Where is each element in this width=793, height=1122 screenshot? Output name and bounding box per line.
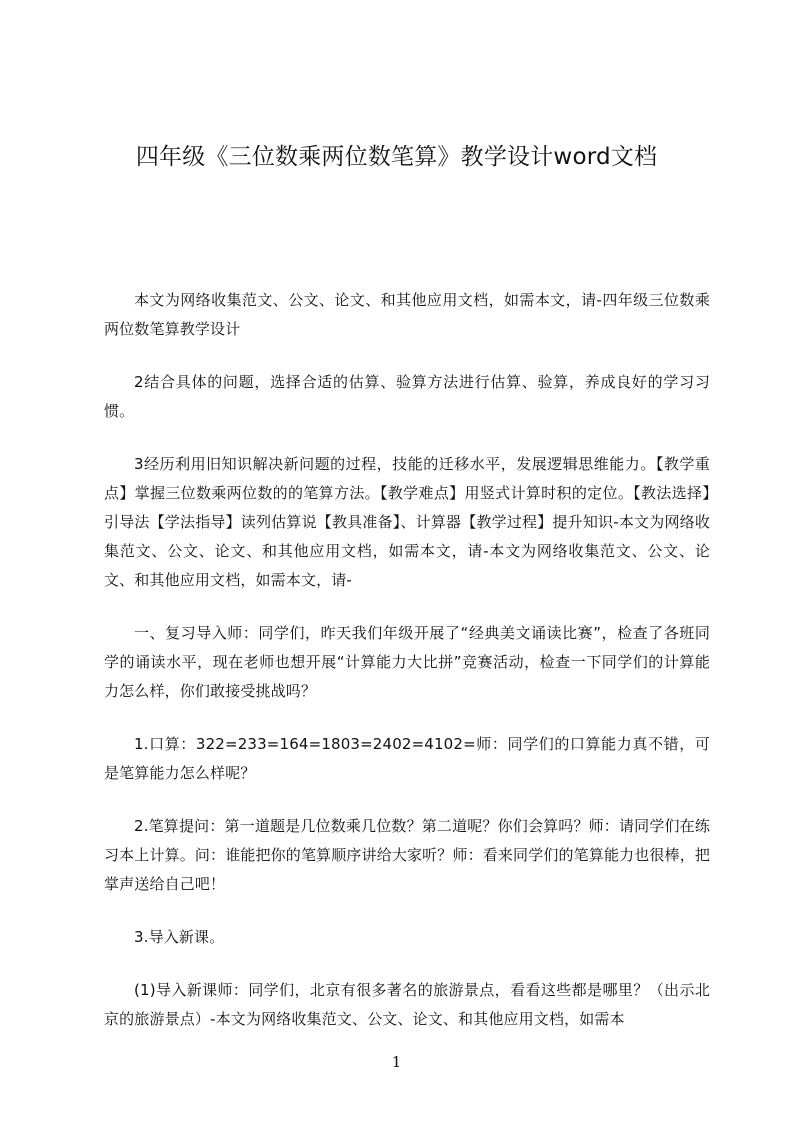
paragraph-objective-2: 2结合具体的问题，选择合适的估算、验算方法进行估算、验算，养成良好的学习习惯。 <box>104 373 710 420</box>
paragraph-review-intro: 一、复习导入师：同学们，昨天我们年级开展了“经典美文诵读比赛”，检查了各班同学的诵读水平，现在老师也想开展“计算能力大比拼”竞赛活动，检查一下同学们的计算能力怎么样，你们敢接受挑战吗？ <box>104 624 710 700</box>
page-number: 1 <box>391 1053 402 1071</box>
paragraph-intro: 本文为网络收集范文、公文、论文、和其他应用文档，如需本文，请-四年级三位数乘两位数笔算教学设计 <box>104 291 710 338</box>
paragraph-objective-3: 3经历利用旧知识解决新问题的过程，技能的迁移水平，发展逻辑思维能力。【教学重点】掌握三位数乘两位数的的笔算方法。【教学难点】用竖式计算时积的定位。【教法选择】引导法【学法指导】读列估算说【教具准备】、计算器【教学过程】提升知识-本文为网络收集范文、公文、论文、和其他应用文档，如需本文，请-本文为网络收集范文、公文、论文、和其他应用文档，如需本文，请- <box>104 455 710 589</box>
paragraph-new-lesson: 3.导入新课。 <box>134 928 225 946</box>
document-title: 四年级《三位数乘两位数笔算》教学设计word文档 <box>135 144 658 170</box>
document-body <box>104 286 710 1058</box>
paragraph-new-lesson-detail: (1)导入新课师：同学们，北京有很多著名的旅游景点，看看这些都是哪里？（出示北京的旅游景点）-本文为网络收集范文、公文、论文、和其他应用文档，如需本 <box>104 981 710 1028</box>
paragraph-written-calculation: 2.笔算提问：第一道题是几位数乘几位数？第二道呢？你们会算吗？师：请同学们在练习本上计算。问：谁能把你的笔算顺序讲给大家听？师：看来同学们的笔算能力也很棒，把掌声送给自己吧！ <box>104 817 711 893</box>
paragraph-oral-calculation: 1.口算：322=233=164=1803=2402=4102=师：同学们的口算能力真不错，可是笔算能力怎么样呢？ <box>104 735 710 782</box>
